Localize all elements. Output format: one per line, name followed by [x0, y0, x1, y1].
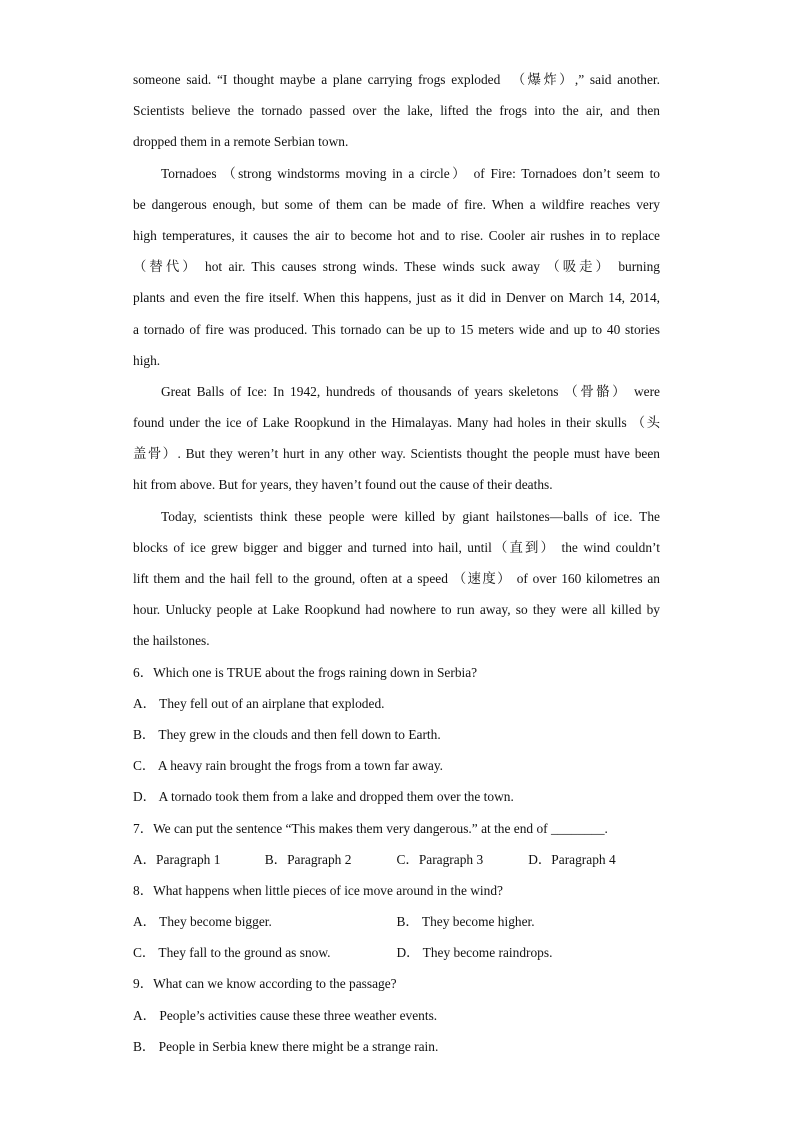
passage-line: dropped them in a remote Serbian town. — [133, 134, 349, 150]
answer-option-c: C． They fall to the ground as snow. — [133, 945, 331, 961]
question-stem: 9．What can we know according to the passage? — [133, 976, 397, 992]
question-7 — [133, 813, 660, 875]
answer-options-row — [133, 906, 660, 937]
passage-line: plants and even the fire itself. When this happens, just as it did in Denver on March 14, 2014, — [133, 290, 660, 306]
question-stem: 7．We can put the sentence “This makes them very dangerous.” at the end of ________. — [133, 820, 608, 836]
answer-options-row — [133, 937, 660, 968]
passage-line: （替代） hot air. This causes strong winds. These winds suck away （吸走） burning — [133, 259, 660, 275]
answer-option-d: D． They become raindrops. — [396, 945, 553, 961]
passage-line: high temperatures, it causes the air to become hot and to rise. Cooler air rushes in to replace — [133, 227, 660, 243]
passage — [133, 64, 660, 657]
answer-option-b: B． People in Serbia knew there might be a strange rain. — [133, 1038, 439, 1054]
passage-line: lift them and the hail fell to the ground, often at a speed （速度） of over 160 kilometres an — [133, 571, 660, 586]
answer-option-a: A． They become bigger. — [133, 914, 272, 930]
answer-option-b: B． They grew in the clouds and then fell down to Earth. — [133, 726, 441, 742]
passage-line: hit from above. But for years, they haven’t found out the cause of their deaths. — [133, 477, 553, 493]
passage-line: high. — [133, 352, 161, 368]
passage-line: a tornado of fire was produced. This tornado can be up to 15 meters wide and up to 40 stories — [133, 321, 660, 337]
answer-options-row — [133, 844, 660, 875]
question-stem: 8．What happens when little pieces of ice move around in the wind? — [133, 882, 503, 898]
answer-option-b: B． They become higher. — [396, 914, 535, 930]
answer-option-c: C．Paragraph 3 — [396, 851, 484, 867]
question-9 — [133, 968, 660, 1062]
passage-line: Today, scientists think these people were killed by giant hailstones—balls of ice. The — [161, 508, 660, 524]
passage-line: 盖骨）. But they weren’t hurt in any other way. Scientists thought the people must have been — [133, 446, 660, 462]
answer-option-a: A．Paragraph 1 — [133, 851, 221, 867]
answer-option-b: B．Paragraph 2 — [264, 851, 352, 867]
answer-option-c: C． A heavy rain brought the frogs from a town far away. — [133, 758, 444, 774]
passage-line: Great Balls of Ice: In 1942, hundreds of thousands of years skeletons （骨骼） were — [161, 383, 660, 399]
question-8 — [133, 875, 660, 969]
answer-option-a: A． They fell out of an airplane that exploded. — [133, 695, 385, 711]
answer-option-d: D．Paragraph 4 — [528, 851, 616, 867]
answer-option-a: A． People’s activities cause these three weather events. — [133, 1007, 438, 1023]
question-6 — [133, 657, 660, 813]
passage-line: be dangerous enough, but some of them can be made of fire. When a wildfire reaches very — [133, 196, 660, 212]
passage-line: someone said. “I thought maybe a plane carrying frogs exploded （爆炸）,” said another. — [133, 72, 660, 87]
passage-line: the hailstones. — [133, 633, 210, 649]
passage-line: hour. Unlucky people at Lake Roopkund had nowhere to run away, so they were all killed by — [133, 602, 660, 618]
passage-line: Scientists believe the tornado passed over the lake, lifted the frogs into the air, and then — [133, 103, 660, 119]
answer-option-d: D． A tornado took them from a lake and dropped them over the town. — [133, 789, 514, 805]
passage-line: Tornadoes （strong windstorms moving in a circle） of Fire: Tornadoes don’t seem to — [161, 165, 660, 181]
passage-line: found under the ice of Lake Roopkund in the Himalayas. Many had holes in their skulls （头 — [133, 415, 660, 431]
question-stem: 6．Which one is TRUE about the frogs raining down in Serbia? — [133, 664, 478, 680]
passage-line: blocks of ice grew bigger and bigger and turned into hail, until（直到） the wind couldn’t — [133, 539, 660, 555]
